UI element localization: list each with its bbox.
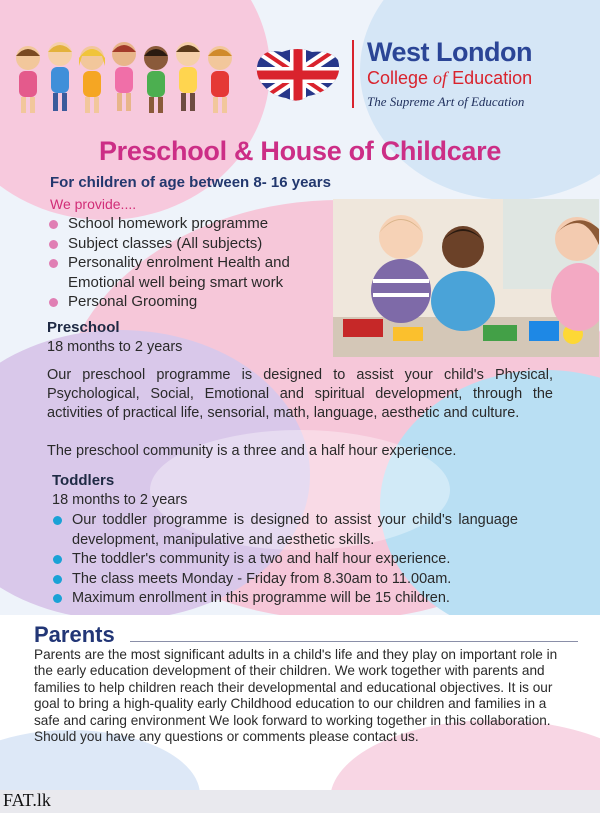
- list-item: Personality enrolment Health and Emotional well being smart work: [48, 253, 338, 292]
- footer-bar: [0, 790, 600, 813]
- list-item: Maximum enrollment in this programme will be 15 children.: [52, 589, 518, 609]
- preschool-heading: Preschool: [47, 319, 120, 336]
- parents-divider: [130, 641, 578, 642]
- list-item: The toddler's community is a two and half hour experience.: [52, 550, 518, 570]
- site-watermark: FAT.lk: [3, 790, 51, 810]
- list-item: The class meets Monday - Friday from 8.30am to 11.00am.: [52, 570, 518, 590]
- parents-heading: Parents: [34, 622, 115, 647]
- college-subname: College of Education: [367, 68, 533, 88]
- list-item: Subject classes (All subjects): [48, 234, 338, 254]
- children-playing-photo: [333, 199, 599, 357]
- logo-divider: [352, 40, 354, 108]
- cartoon-kids-illustration: [8, 36, 238, 116]
- flyer-title: Preschool & House of Childcare: [98, 136, 502, 166]
- parents-paragraph: Parents are the most significant adults in a child's life and they play on important role in the early education development of their children. We work together with parents and families to help children reach their developmental and educational objectives. It is our goal to bring a high-quality early Childhood education to our children and families in a safe and caring environment We look forward to working together in this collaboration. Should you have any questions or comments please contact us.: [34, 647, 558, 745]
- toddlers-heading: Toddlers: [52, 472, 115, 489]
- preschool-note: The preschool community is a three and a half hour experience.: [47, 443, 457, 459]
- preschool-description: Our preschool programme is designed to assist your child's Physical, Psychological, Social, Emotional and spiritual development, through the activities of practical life, sensorial, math, language, aesthetic and culture.: [47, 367, 553, 421]
- we-provide-heading: We provide....: [50, 196, 137, 212]
- toddlers-age: 18 months to 2 years: [52, 492, 188, 508]
- college-name: West London: [367, 37, 532, 67]
- preschool-age: 18 months to 2 years: [47, 339, 183, 355]
- list-item: Personal Grooming: [48, 292, 338, 312]
- college-tagline: The Supreme Art of Education: [367, 94, 525, 109]
- union-flag-map-icon: [252, 44, 344, 106]
- list-item: School homework programme: [48, 214, 338, 234]
- toddler-info-list: [52, 511, 518, 609]
- services-list: [48, 214, 338, 312]
- list-item: Our toddler programme is designed to assist your child's language development, manipulative and aesthetic skills.: [52, 511, 518, 550]
- age-range-subtitle: For children of age between 8- 16 years: [50, 174, 331, 191]
